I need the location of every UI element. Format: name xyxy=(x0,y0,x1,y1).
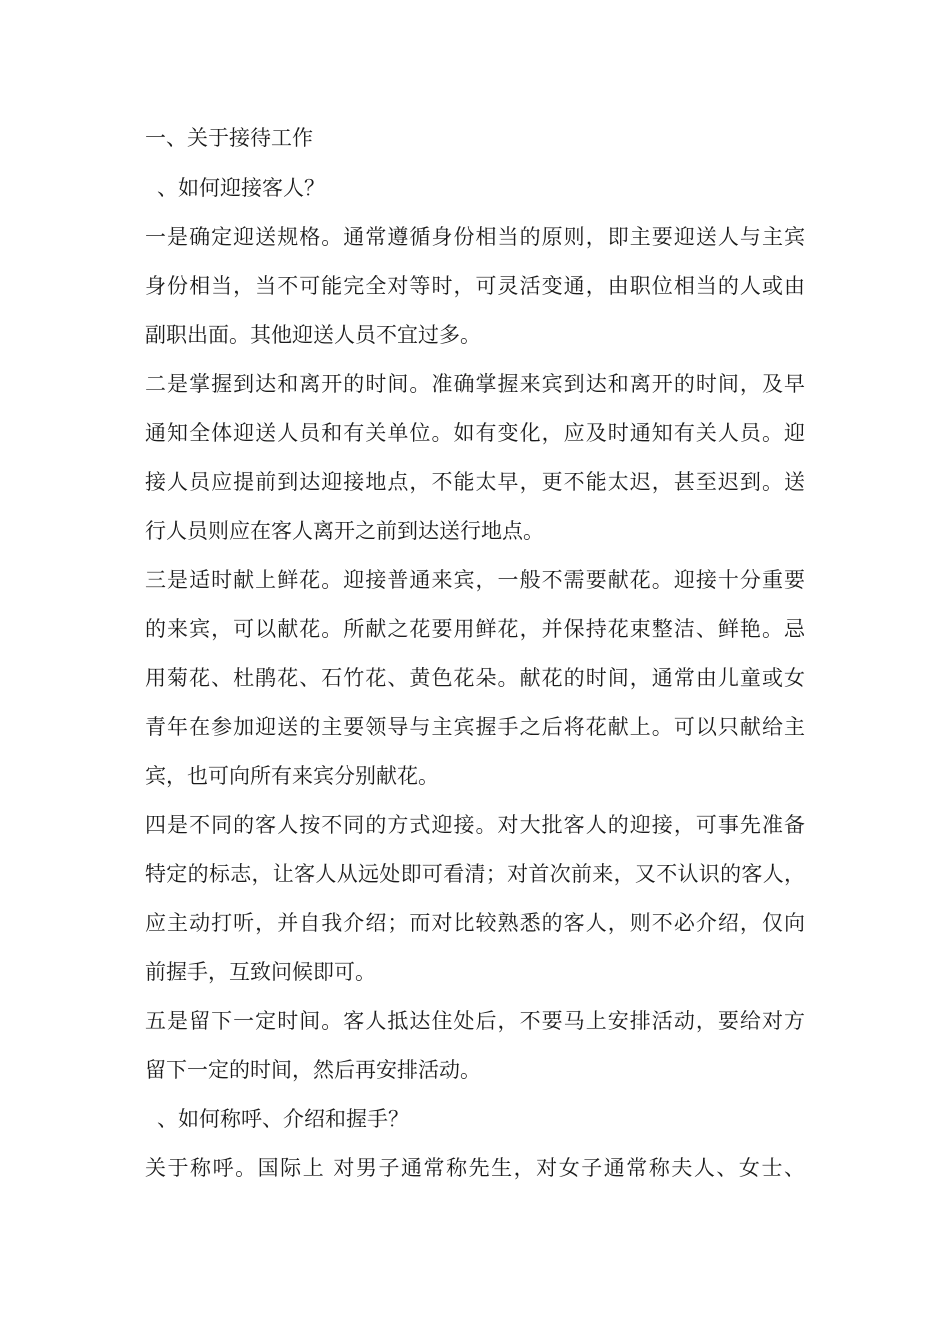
paragraph-line: 二是掌握到达和离开的时间。准确掌握来宾到达和离开的时间，及早 xyxy=(145,372,805,396)
paragraph-line: 五是留下一定时间。客人抵达住处后，不要马上安排活动，要给对方 xyxy=(145,1009,805,1033)
section-title-welcome-guests: 、如何迎接客人？ xyxy=(157,176,325,200)
paragraph-line: 青年在参加迎送的主要领导与主宾握手之后将花献上。可以只献给主 xyxy=(145,715,805,739)
section-title-address-introduce-handshake: 、如何称呼、介绍和握手？ xyxy=(157,1107,409,1131)
paragraph-line: 的来宾，可以献花。所献之花要用鲜花，并保持花束整洁、鲜艳。忌 xyxy=(145,617,805,641)
document-heading: 一、关于接待工作 xyxy=(145,126,313,150)
paragraph-line: 关于称呼。国际上 对男子通常称先生，对女子通常称夫人、女士、 xyxy=(145,1156,805,1180)
paragraph-line: 留下一定的时间，然后再安排活动。 xyxy=(145,1058,481,1082)
paragraph-line: 三是适时献上鲜花。迎接普通来宾，一般不需要献花。迎接十分重要 xyxy=(145,568,805,592)
paragraph-line: 一是确定迎送规格。通常遵循身份相当的原则，即主要迎送人与主宾 xyxy=(145,225,805,249)
paragraph-line: 用菊花、杜鹃花、石竹花、黄色花朵。献花的时间，通常由儿童或女 xyxy=(145,666,805,690)
paragraph-line: 特定的标志，让客人从远处即可看清；对首次前来，又不认识的客人， xyxy=(145,862,805,886)
paragraph-line: 行人员则应在客人离开之前到达送行地点。 xyxy=(145,519,544,543)
paragraph-line: 前握手，互致问候即可。 xyxy=(145,960,376,984)
paragraph-line: 四是不同的客人按不同的方式迎接。对大批客人的迎接，可事先准备 xyxy=(145,813,805,837)
paragraph-line: 身份相当，当不可能完全对等时，可灵活变通，由职位相当的人或由 xyxy=(145,274,805,298)
paragraph-line: 副职出面。其他迎送人员不宜过多。 xyxy=(145,323,481,347)
paragraph-line: 接人员应提前到达迎接地点，不能太早，更不能太迟，甚至迟到。送 xyxy=(145,470,805,494)
paragraph-line: 应主动打听，并自我介绍；而对比较熟悉的客人，则不必介绍，仅向 xyxy=(145,911,805,935)
paragraph-line: 宾，也可向所有来宾分别献花。 xyxy=(145,764,439,788)
paragraph-line: 通知全体迎送人员和有关单位。如有变化，应及时通知有关人员。迎 xyxy=(145,421,805,445)
